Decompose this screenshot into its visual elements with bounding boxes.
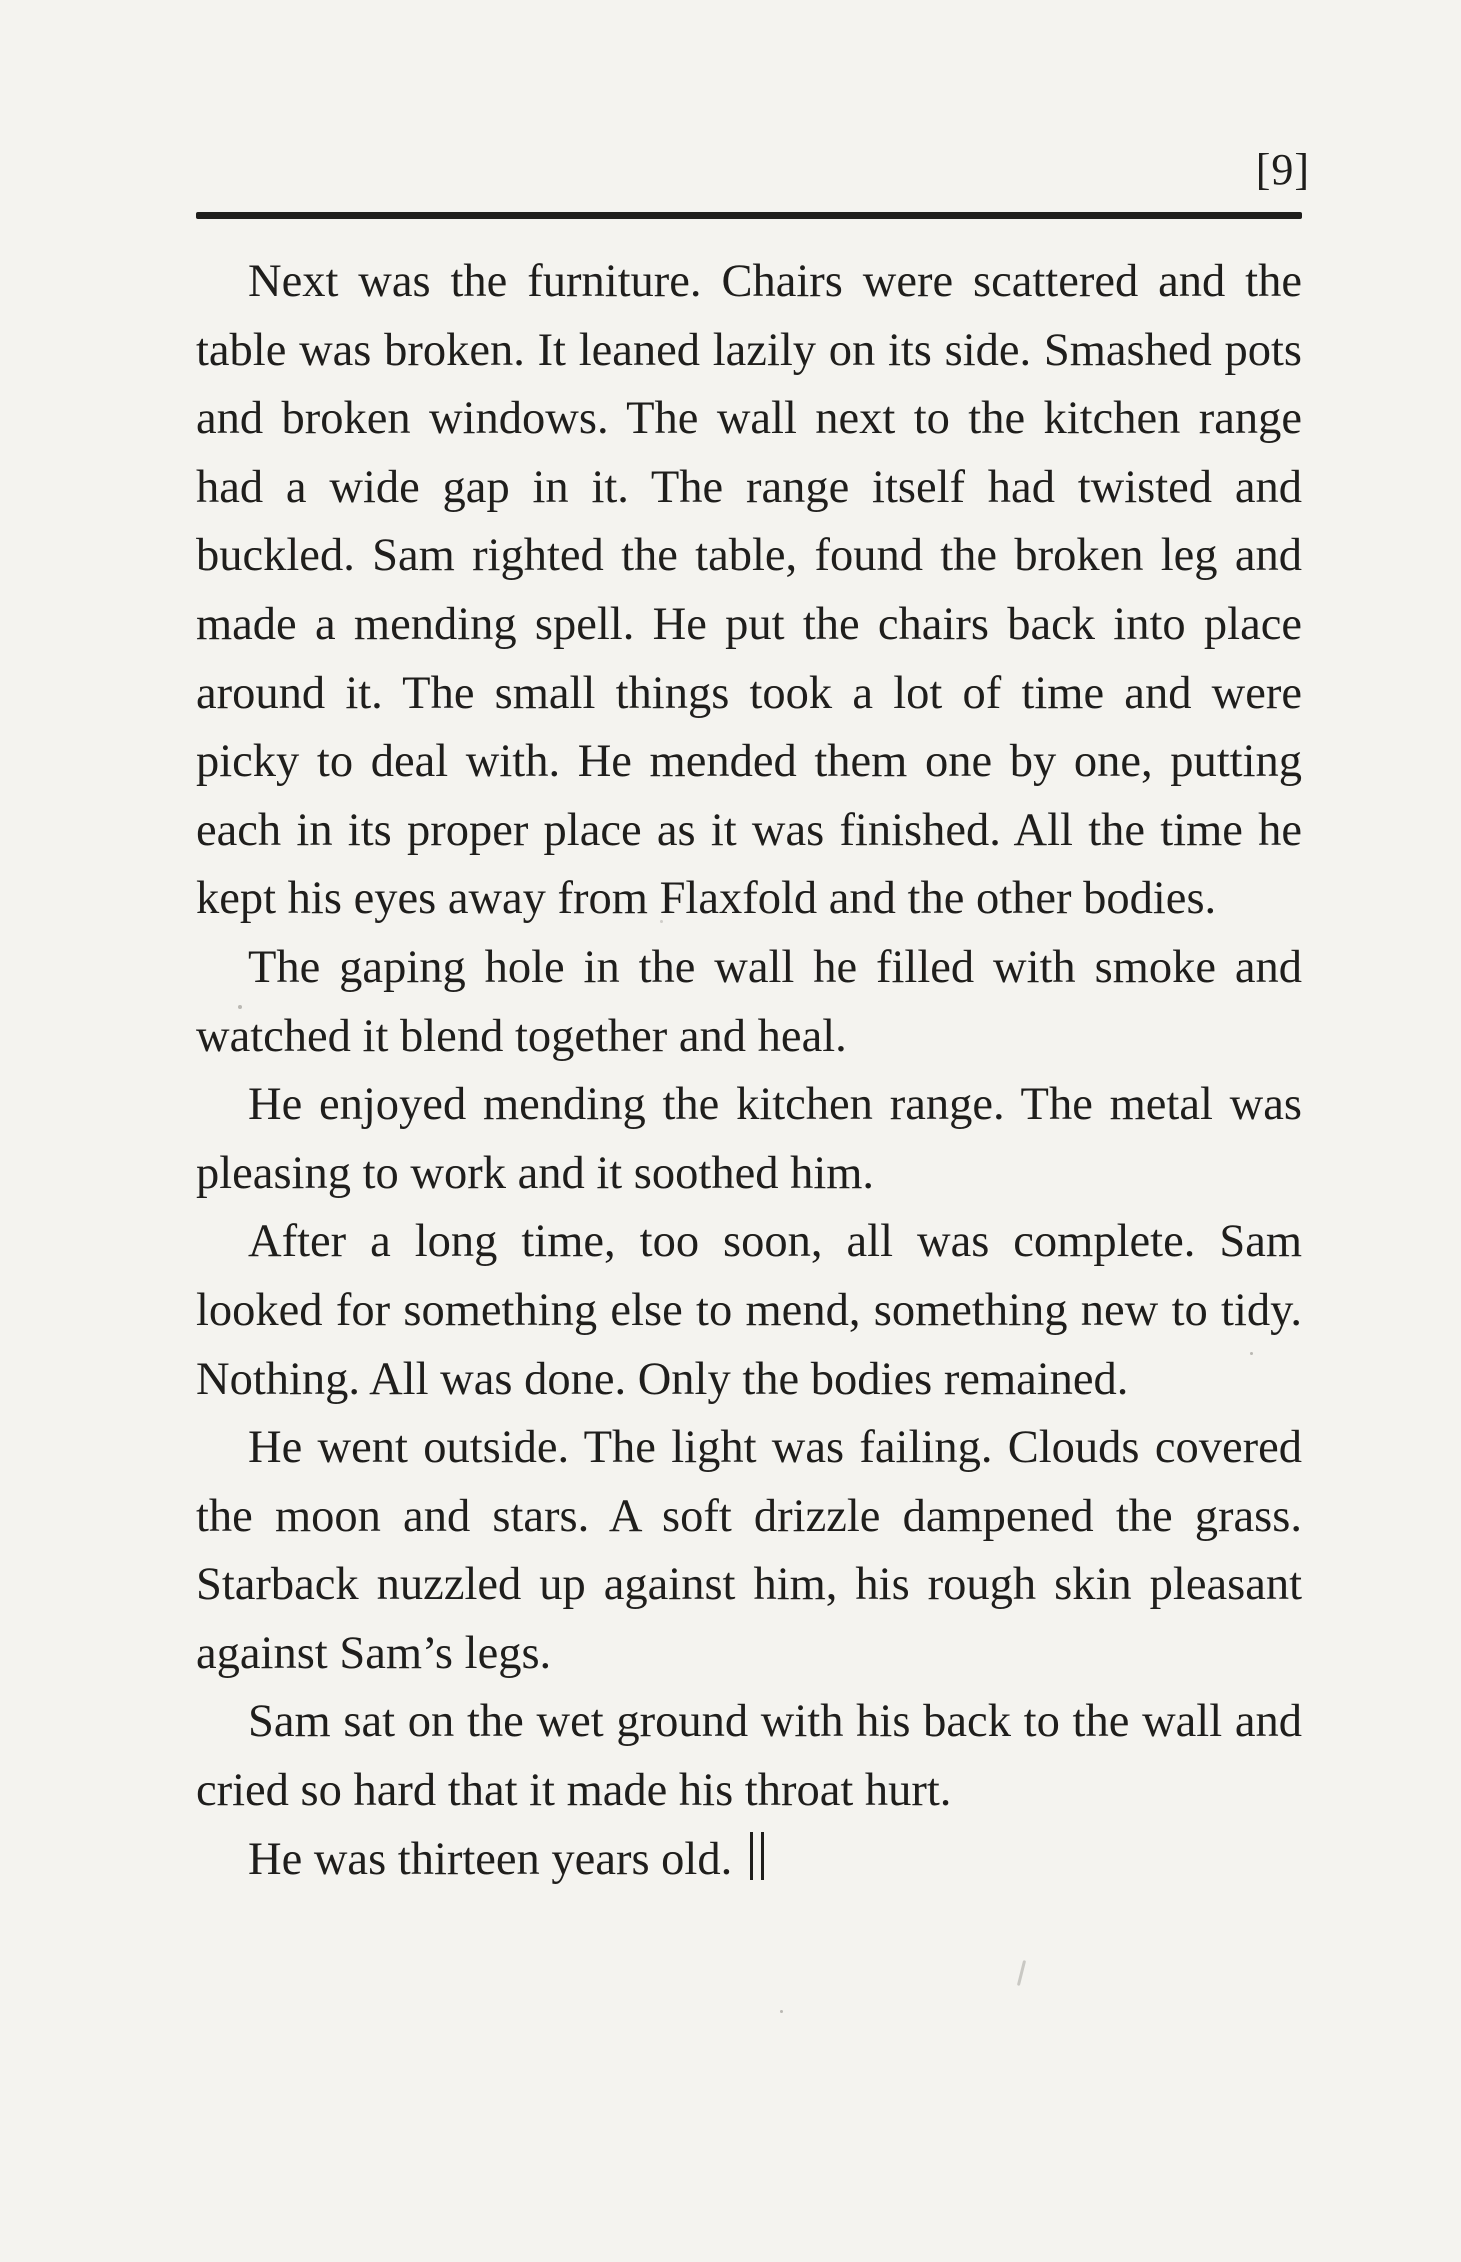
section-end-mark-icon [750, 1832, 764, 1880]
paper-speck [660, 920, 663, 923]
paragraph-7-wrapper [196, 1826, 1302, 1895]
paragraph-7: He was thirteen years old. [248, 1833, 733, 1885]
paragraph-5: He went outside. The light was failing. Clouds covered the moon and stars. A soft drizzle dampened the grass. Starback nuzzled up against him, his rough skin pleasant against Sam’s legs. [196, 1422, 1302, 1679]
page-number: [9] [1255, 145, 1310, 194]
paper-speck [780, 2010, 783, 2013]
paragraph-3: He enjoyed mending the kitchen range. The metal was pleasing to work and it soothed him. [196, 1079, 1302, 1199]
paragraph-4: After a long time, too soon, all was complete. Sam looked for something else to mend, something new to tidy. Nothing. All was done. Only the bodies remained. [196, 1216, 1302, 1405]
header-rule [196, 212, 1302, 219]
paragraph-1: Next was the furniture. Chairs were scattered and the table was broken. It leaned lazily on its side. Smashed pots and broken windows. The wall next to the kitchen range had a wide gap in it. The range itself had twisted and buckled. Sam righted the table, found the broken leg and made a mending spell. He put the chairs back into place around it. The small things took a lot of time and were picky to deal with. He mended them one by one, putting each in its proper place as it was finished. All the time he kept his eyes away from Flaxfold and the other bodies. [196, 256, 1302, 925]
paper-speck [1017, 1960, 1026, 1986]
paper-speck [1250, 1352, 1253, 1355]
paragraph-2: The gaping hole in the wall he filled with smoke and watched it blend together and heal. [196, 941, 1302, 1062]
body-text [196, 248, 1302, 1894]
paper-speck [238, 1005, 242, 1009]
paragraph-6: Sam sat on the wet ground with his back to the wall and cried so hard that it made his throat hurt. [196, 1696, 1302, 1817]
